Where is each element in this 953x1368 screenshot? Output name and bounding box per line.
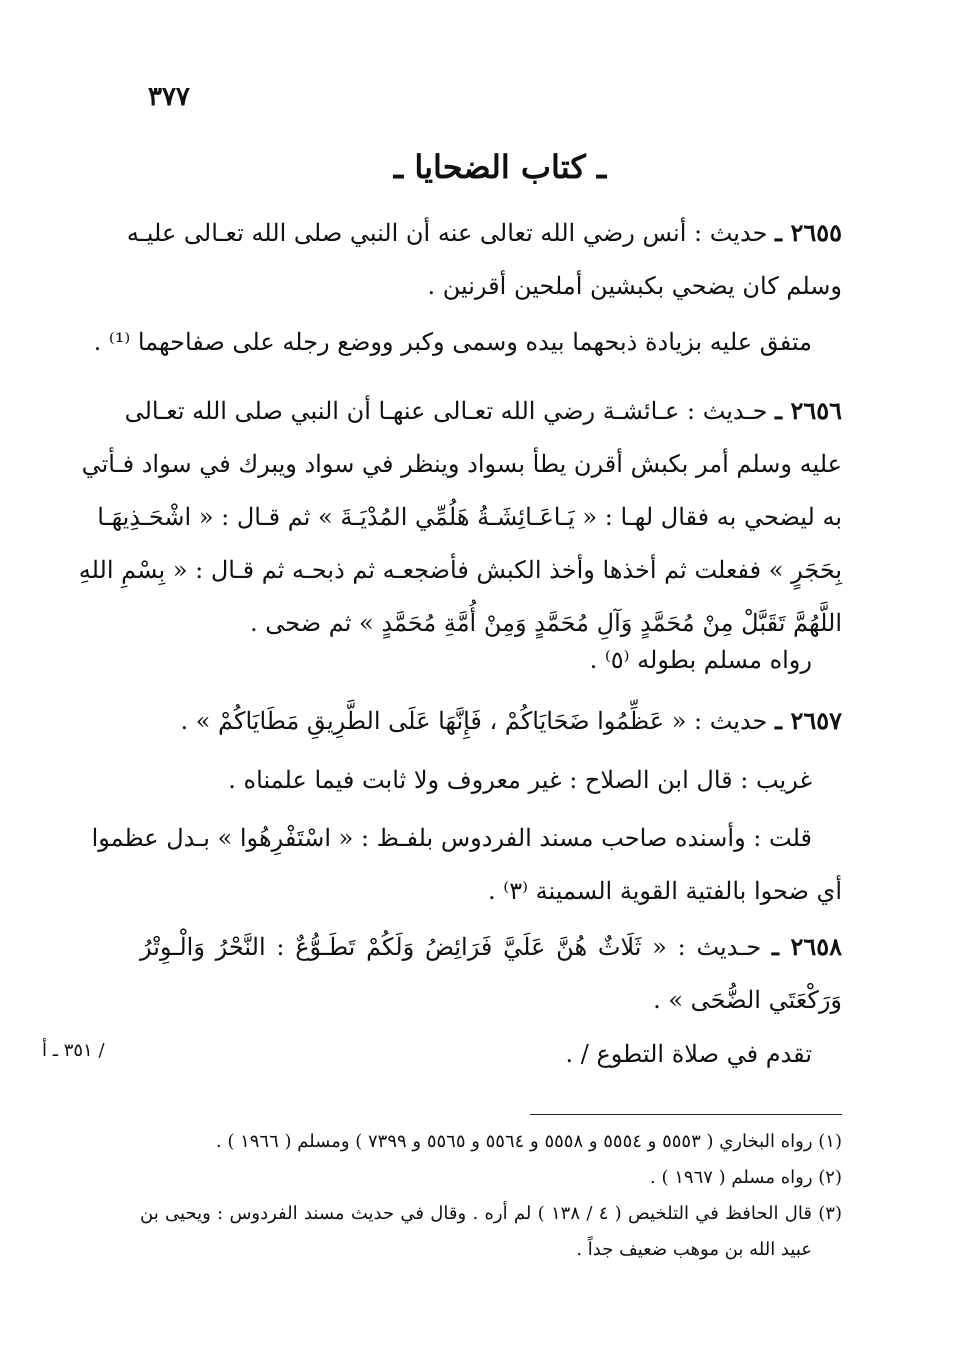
hadith-2656-line-2: عليه وسلم أمر بكبش أقرن يطأ بسواد وينظر في سواد ويبرك في سواد فـأتي — [81, 450, 842, 478]
hadith-2655-line-2: وسلم كان يضحي بكبشين أملحين أقرنين . — [427, 272, 842, 300]
footnote-3-line-2: عبيد الله بن موهب ضعيف جداً . — [576, 1239, 812, 1260]
hadith-2657 — [140, 694, 842, 748]
takhrij-note: تقدم في صلاة التطوع / . — [565, 1040, 812, 1068]
hadith-2657-note-1 — [140, 754, 842, 807]
hadith-2656 — [78, 384, 842, 650]
hadith-2658 — [140, 920, 842, 1027]
footnote-divider — [530, 1114, 842, 1115]
hadith-2658-line-2: وَرَكْعَتَي الضُّحَى » . — [653, 986, 842, 1014]
hadith-2657-note-2 — [91, 812, 842, 918]
takhrij-note: غريب : قال ابن الصلاح : غير معروف ولا ثابت فيما علمناه . — [228, 766, 812, 794]
footnote-3-line-1: (٣) قال الحافظ في التلخيص ( ٤ / ١٣٨ ) لم أره . وقال في حديث مسند الفردوس : ويحيى بن — [140, 1203, 842, 1224]
hadith-2657-line-1: ٢٦٥٧ ـ حديث : « عَظِّمُوا ضَحَايَاكُمْ ، فَإِنَّهَا عَلَى الطَّرِيقِ مَطَايَاكُمْ » . — [180, 706, 842, 735]
hadith-2658-note — [140, 1028, 842, 1081]
hadith-2655-note — [93, 316, 842, 369]
footnotes — [140, 1124, 842, 1268]
takhrij-note: رواه مسلم بطوله ⁽٥⁾ . — [589, 646, 812, 674]
hadith-number: ٢٦٥٧ ـ — [775, 706, 842, 735]
hadith-2656-line-1: ٢٦٥٦ ـ حـديث : عـائشـة رضي الله تعـالى عنهـا أن النبي صلى الله تعـالى — [124, 396, 842, 425]
page-number: ٣٧٧ — [148, 82, 190, 112]
hadith-2656-line-4: بِحَجَرٍ » ففعلت ثم أخذها وأخذ الكبش فأضجعـه ثم ذبحـه ثم قـال : « بِسْمِ اللهِ — [78, 556, 842, 584]
hadith-2655 — [126, 206, 842, 313]
hadith-2656-note — [140, 634, 842, 687]
chapter-title: ـ كتاب الضحايا ـ — [393, 148, 607, 186]
hadith-number: ٢٦٥٨ ـ — [771, 932, 842, 961]
hadith-2656-line-5: اللَّهُمَّ تَقَبَّلْ مِنْ مُحَمَّدٍ وَآلِ مُحَمَّدٍ وَمِنْ أُمَّةِ مُحَمَّدٍ » ثم ضحى . — [250, 609, 842, 637]
comment-line-1: قلت : وأسنده صاحب مسند الفردوس بلفـظ : « اسْتَفْرِهُوا » بـدل عظموا — [91, 824, 812, 852]
hadith-2658-line-1: ٢٦٥٨ ـ حـديث : « ثَلَاثٌ هُنَّ عَلَيَّ فَرَائِضُ وَلَكُمْ تَطَـوُّعٌ : النَّحْرُ وَالْـوِتْرُ — [140, 932, 842, 961]
takhrij-note: متفق عليه بزيادة ذبحهما بيده وسمى وكبر ووضع رجله على صفاحهما ⁽¹⁾ . — [93, 328, 812, 356]
hadith-number: ٢٦٥٥ ـ — [775, 218, 842, 247]
footnote-1: (١) رواه البخاري ( ٥٥٥٣ و ٥٥٥٤ و ٥٥٥٨ و ٥٥٦٤ و ٥٥٦٥ و ٧٣٩٩ ) ومسلم ( ١٩٦٦ ) . — [215, 1131, 842, 1152]
comment-line-2: أي ضحوا بالفتية القوية السمينة ⁽٣⁾ . — [488, 877, 842, 905]
hadith-2655-line-1: ٢٦٥٥ ـ حديث : أنس رضي الله تعالى عنه أن النبي صلى الله تعـالى عليـه — [126, 218, 842, 247]
footnote-2: (٢) رواه مسلم ( ١٩٦٧ ) . — [650, 1167, 842, 1188]
hadith-2656-line-3: به ليضحي به فقال لهـا : « يَـاعَـائِشَـةُ هَلُمِّي المُدْيَـةَ » ثم قـال : « اشْحَـذِيهَـا — [97, 503, 842, 531]
hadith-number: ٢٦٥٦ ـ — [775, 396, 842, 425]
manuscript-folio-marker: / ٣٥١ ـ أ — [42, 1040, 105, 1061]
